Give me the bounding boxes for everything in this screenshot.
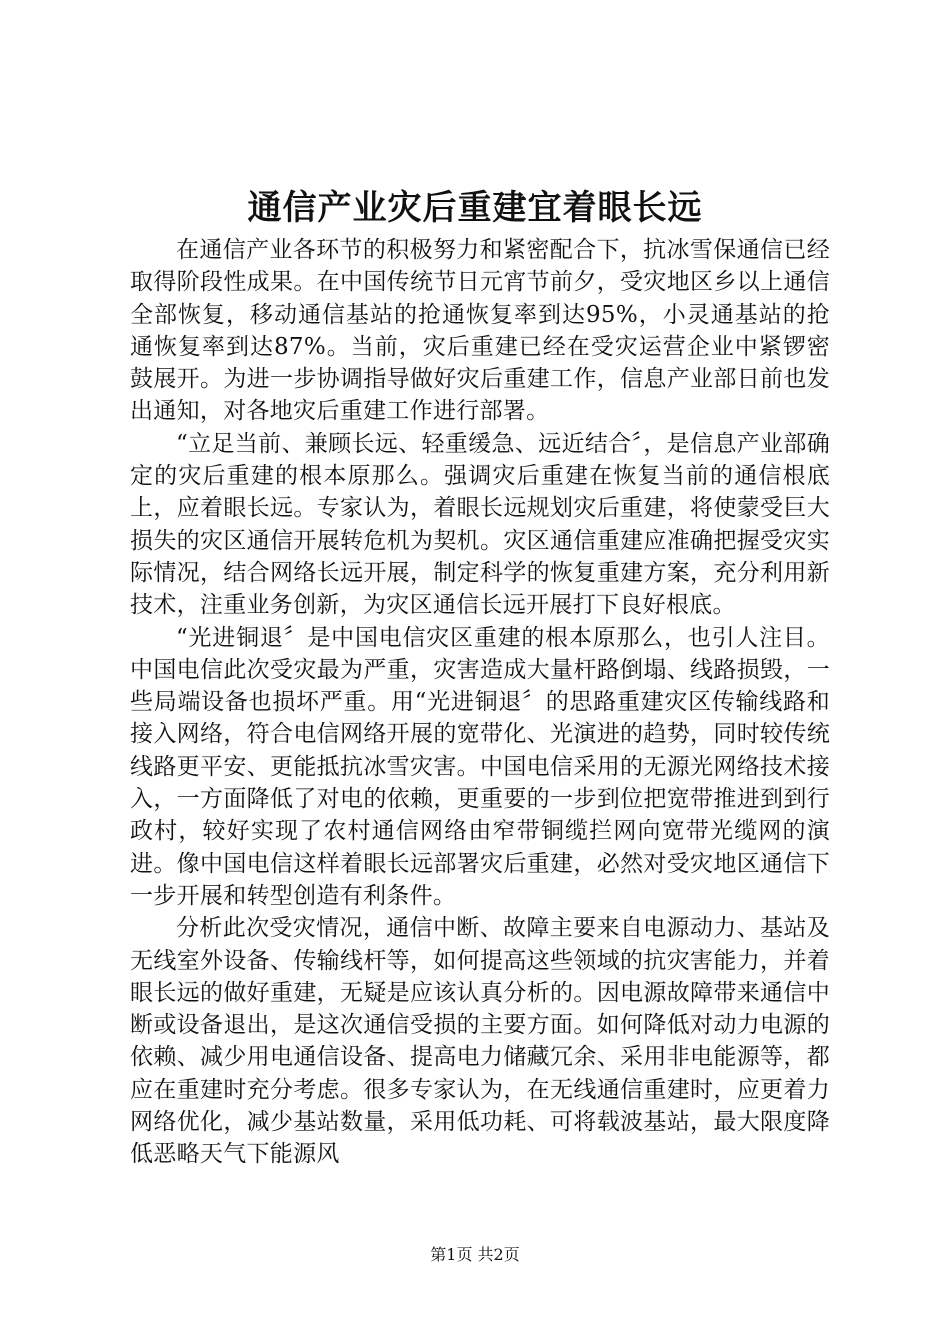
document-title: 通信产业灾后重建宜着眼长远 bbox=[247, 188, 703, 228]
paragraph-3: “光进铜退〞是中国电信灾区重建的根本原那么，也引人注目。中国电信此次受灾最为严重，灾害造成大量杆路倒塌、线路损毁，一些局端设备也损坏严重。用“光进铜退〞的思路重建灾区传输线路和接入网络，符合电信网络开展的宽带化、光演进的趋势，同时较传统线路更平安、更能抵抗冰雪灾害。中国电信采用的无源光网络技术接入，一方面降低了对电的依赖，更重要的一步到位把宽带推进到到行政村，较好实现了农村通信网络由窄带铜缆拦网向宽带光缆网的演进。像中国电信这样着眼长远部署灾后重建，必然对受灾地区通信下一步开展和转型创造有利条件。 bbox=[130, 624, 830, 909]
paragraph-1: 在通信产业各环节的积极努力和紧密配合下，抗冰雪保通信已经取得阶段性成果。在中国传统节日元宵节前夕，受灾地区乡以上通信全部恢复，移动通信基站的抢通恢复率到达95%，小灵通基站的抢通恢复率到达87%。当前，灾后重建已经在受灾运营企业中紧锣密鼓展开。为进一步协调指导做好灾后重建工作，信息产业部日前也发出通知，对各地灾后重建工作进行部署。 bbox=[130, 237, 830, 425]
paragraph-4: 分析此次受灾情况，通信中断、故障主要来自电源动力、基站及无线室外设备、传输线杆等，如何提高这些领域的抗灾害能力，并着眼长远的做好重建，无疑是应该认真分析的。因电源故障带来通信中断或设备退出，是这次通信受损的主要方面。如何降低对动力电源的依赖、减少用电通信设备、提高电力储藏冗余、采用非电能源等，都应在重建时充分考虑。很多专家认为，在无线通信重建时，应更着力网络优化，减少基站数量，采用低功耗、可将载波基站，最大限度降低恶略天气下能源风 bbox=[130, 915, 830, 1168]
page-footer: 第1页 共2页 bbox=[430, 1245, 520, 1264]
document-body bbox=[130, 234, 830, 1171]
paragraph-2: “立足当前、兼顾长远、轻重缓急、远近结合〞，是信息产业部确定的灾后重建的根本原那么。强调灾后重建在恢复当前的通信根底上，应着眼长远。专家认为，着眼长远规划灾后重建，将使蒙受巨大损失的灾区通信开展转危机为契机。灾区通信重建应准确把握受灾实际情况，结合网络长远开展，制定科学的恢复重建方案，充分利用新技术，注重业务创新，为灾区通信长远开展打下良好根底。 bbox=[130, 430, 830, 619]
